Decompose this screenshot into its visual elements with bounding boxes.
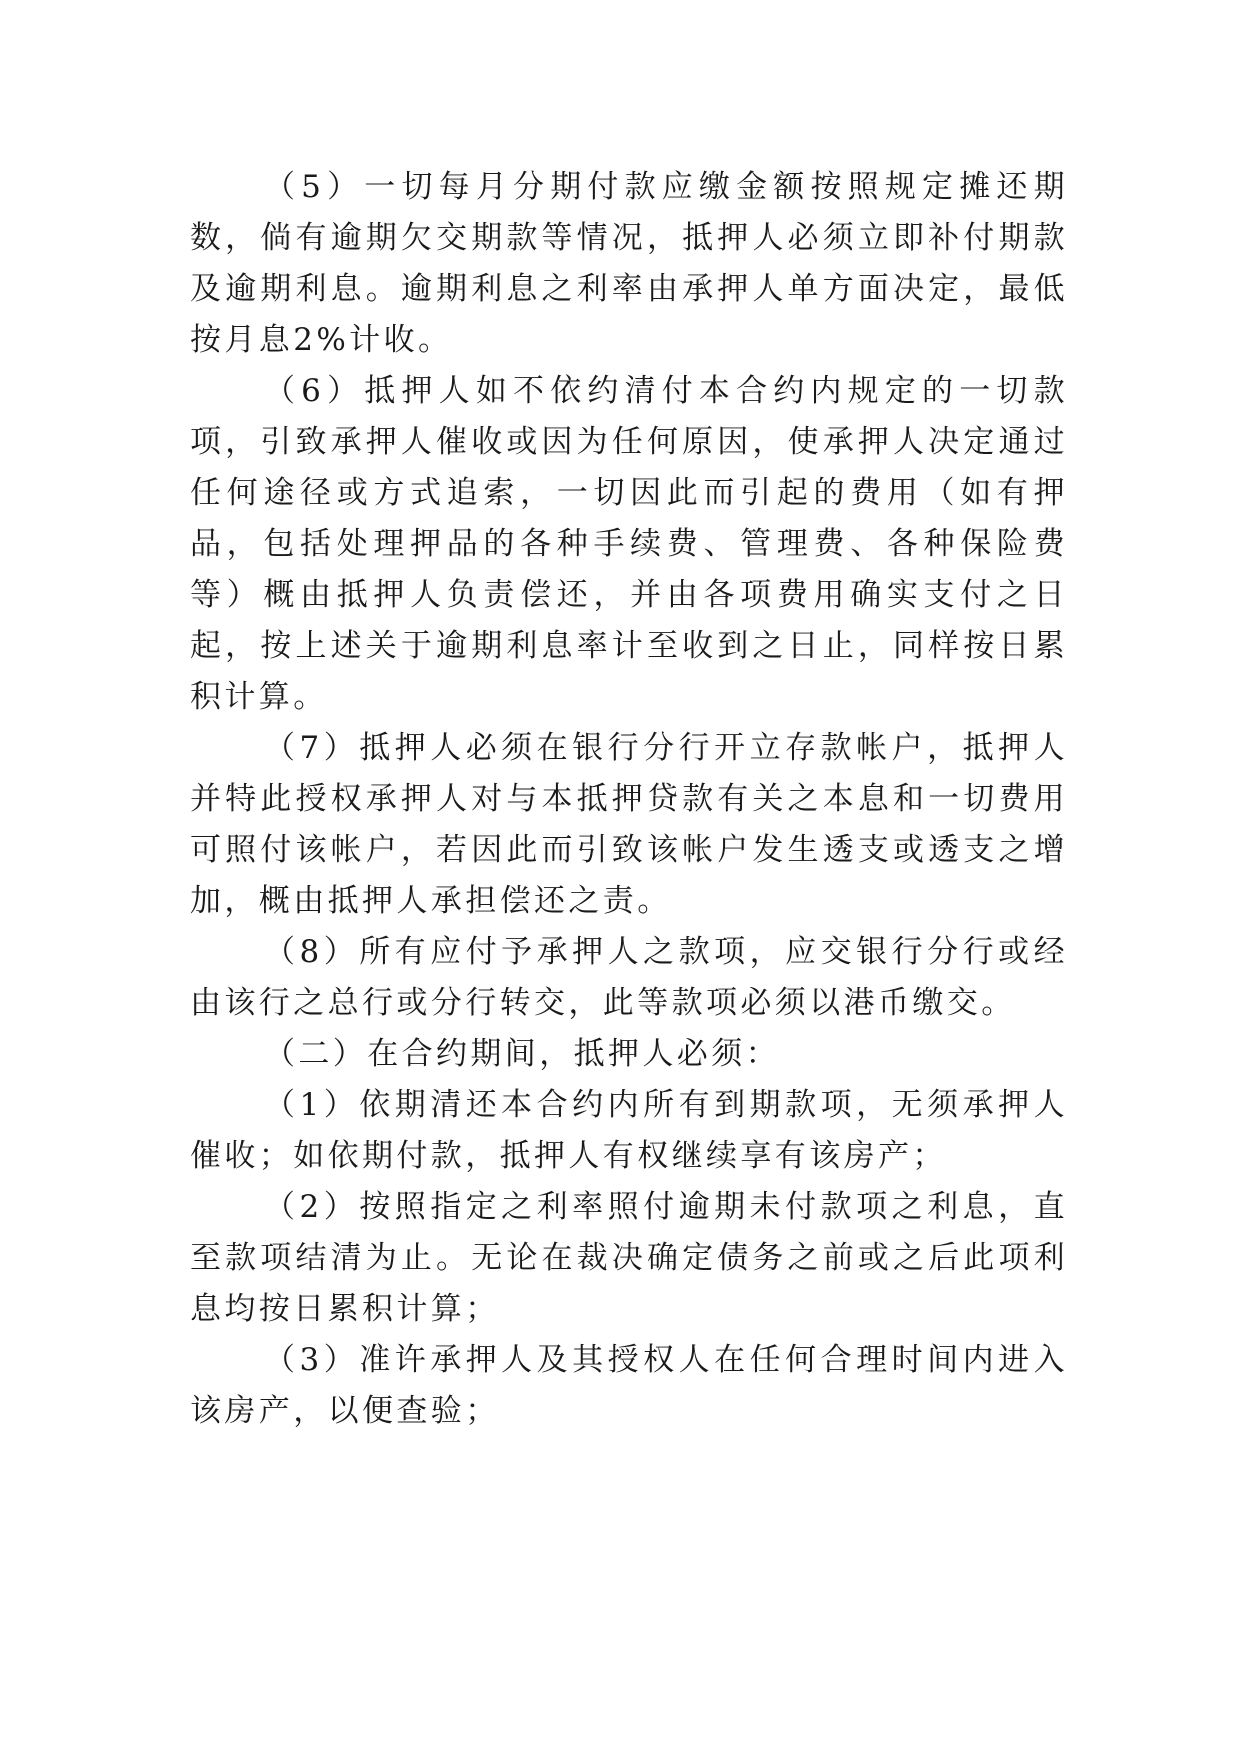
paragraph-item-3: （3）准许承押人及其授权人在任何合理时间内进入该房产，以便查验； <box>190 1342 1068 1429</box>
paragraph-clause-5: （5）一切每月分期付款应缴金额按照规定摊还期数，倘有逾期欠交期款等情况，抵押人必须立即补付期款及逾期利息。逾期利息之利率由承押人单方面决定，最低按月息2%计收。 <box>190 169 1068 358</box>
paragraph-clause-7: （7）抵押人必须在银行分行开立存款帐户，抵押人并特此授权承押人对与本抵押贷款有关之本息和一切费用可照付该帐户，若因此而引致该帐户发生透支或透支之增加，概由抵押人承担偿还之责。 <box>190 730 1068 919</box>
paragraph-item-1: （1）依期清还本合约内所有到期款项，无须承押人催收；如依期付款，抵押人有权继续享有该房产； <box>190 1087 1068 1174</box>
document-body <box>190 162 1068 1437</box>
section-heading-2: （二）在合约期间，抵押人必须： <box>264 1036 780 1072</box>
paragraph-clause-8: （8）所有应付予承押人之款项，应交银行分行或经由该行之总行或分行转交，此等款项必须以港币缴交。 <box>190 934 1068 1021</box>
paragraph-clause-6: （6）抵押人如不依约清付本合约内规定的一切款项，引致承押人催收或因为任何原因，使承押人决定通过任何途径或方式追索，一切因此而引起的费用（如有押品，包括处理押品的各种手续费、管理费、各种保险费等）概由抵押人负责偿还，并由各项费用确实支付之日起，按上述关于逾期利息率计至收到之日止，同样按日累积计算。 <box>190 373 1068 715</box>
paragraph-item-2: （2）按照指定之利率照付逾期未付款项之利息，直至款项结清为止。无论在裁决确定债务之前或之后此项利息均按日累积计算； <box>190 1189 1068 1327</box>
